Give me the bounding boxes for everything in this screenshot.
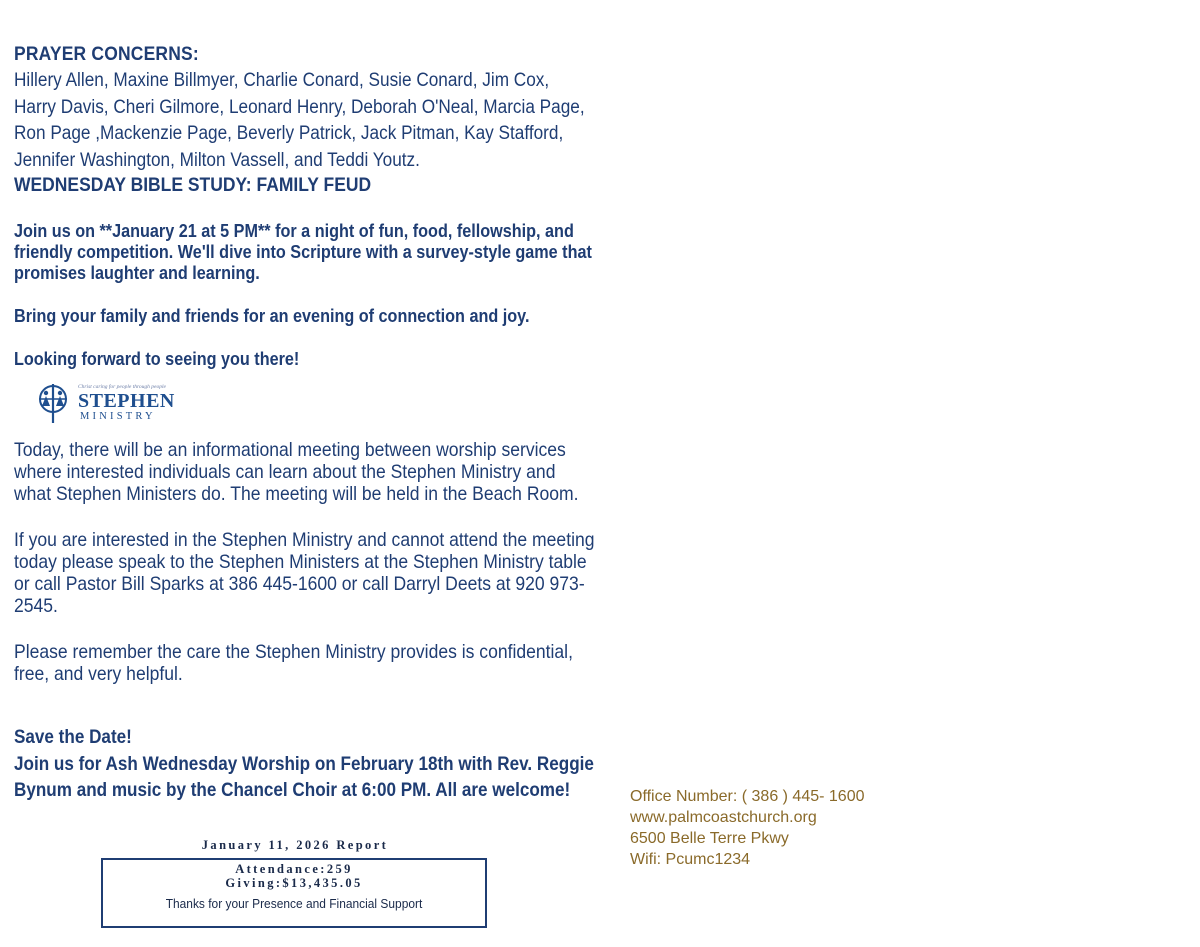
left-column [14,44,594,805]
stephen-paragraph-1: Today, there will be an informational meeting between worship services where interested individuals can learn about the Stephen Ministry and what Stephen Ministers do. The meeting will be held in the Beach Room. [14,439,579,505]
bible-study-heading: WEDNESDAY BIBLE STUDY: FAMILY FEUD [14,175,372,196]
prayer-names: Hillery Allen, Maxine Billmyer, Charlie Conard, Susie Conard, Jim Cox, Harry Davis, Cheri Gilmore, Leonard Henry, Deborah O'Neal, Marcia Page, Ron Page ,Mackenzie Page, Beverly Patrick, Jack Pitman, Kay Stafford, Jennifer Washington, Milton Vassell, and Teddi Youtz. [14,70,585,171]
stephen-ministry-logo [34,379,594,427]
stephen-paragraph-2: If you are interested in the Stephen Ministry and cannot attend the meeting today please speak to the Stephen Ministers at the Stephen Ministry table or call Pastor Bill Sparks at 386 445-1600 or call Darryl Deets at 920 973-2545. [14,529,595,617]
address: 6500 Belle Terre Pkwy [630,830,789,847]
logo-name: STEPHEN [78,389,175,412]
prayer-heading: PRAYER CONCERNS: [14,44,199,65]
thanks-text: Thanks for your Presence and Financial Support [165,896,423,911]
save-date-heading: Save the Date! [14,727,132,748]
stephen-paragraph-3: Please remember the care the Stephen Ministry provides is confidential, free, and very helpful. [14,641,573,685]
logo-tagline: Christ caring for people through people [78,383,166,390]
logo-subtitle: MINISTRY [80,410,156,422]
report-box [101,858,487,928]
save-date-text: Join us for Ash Wednesday Worship on February 18th with Rev. Reggie Bynum and music by the Chancel Choir at 6:00 PM. All are welcome! [14,753,594,801]
attendance-value: Attendance:259 [235,862,353,876]
bible-study-paragraph-3: Looking forward to seeing you there! [14,349,300,369]
bible-study-paragraph-1: Join us on **January 21 at 5 PM** for a night of fun, food, fellowship, and friendly competition. We'll dive into Scripture with a survey-style game that promises laughter and learning. [14,221,592,283]
office-number: Office Number: ( 386 ) 445- 1600 [630,788,865,805]
bible-study-paragraph-2: Bring your family and friends for an evening of connection and joy. [14,306,530,326]
giving-value: Giving:$13,435.05 [225,876,363,890]
website-link[interactable]: www.palmcoastchurch.org [630,809,817,826]
stephen-cross-icon [34,382,72,424]
contact-block [630,786,865,870]
wifi-info: Wifi: Pcumc1234 [630,851,751,868]
report-title: January 11, 2026 Report [201,838,389,852]
